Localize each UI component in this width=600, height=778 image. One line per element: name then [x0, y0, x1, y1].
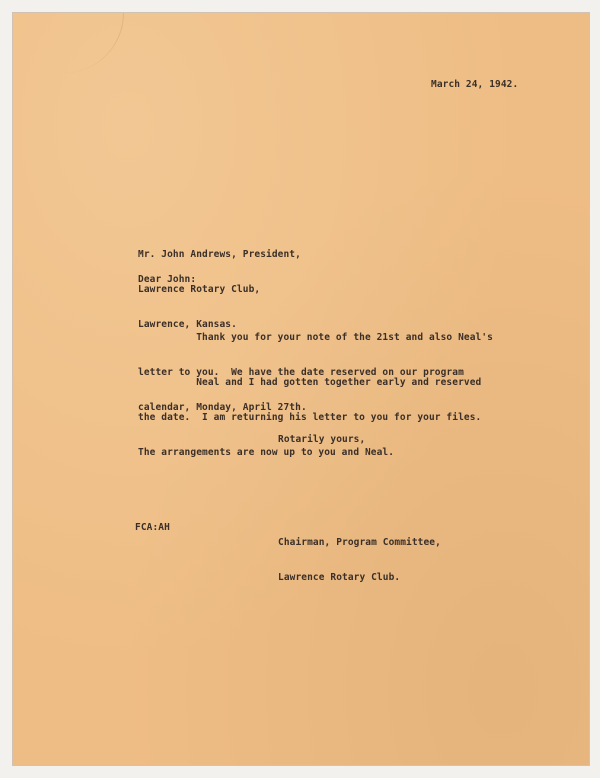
- recipient-organization-line: Lawrence Rotary Club,: [138, 283, 261, 295]
- signature-block: [278, 514, 441, 607]
- paragraph-1-line-3: calendar, Monday, April 27th.: [138, 401, 307, 413]
- paragraph-2-line-2: the date. I am returning his letter to you for your files.: [138, 411, 482, 423]
- paper-crease: [13, 13, 124, 73]
- recipient-name-line: Mr. John Andrews, President,: [138, 249, 301, 261]
- body-paragraph-2: [138, 354, 481, 482]
- paragraph-1-line-2: letter to you. We have the date reserved on our program: [138, 366, 464, 378]
- reference-initials: FCA:AH: [135, 522, 170, 533]
- recipient-city-line: Lawrence, Kansas.: [138, 318, 237, 330]
- signature-organization-line: Lawrence Rotary Club.: [278, 571, 401, 583]
- signature-title-line: Chairman, Program Committee,: [278, 537, 441, 549]
- closing: Rotarily yours,: [278, 434, 366, 445]
- paragraph-2-line-3: The arrangements are now up to you and Neal.: [138, 446, 395, 458]
- letter-paper: [13, 13, 589, 765]
- paragraph-2-line-1: Neal and I had gotten together early and reserved: [138, 377, 482, 389]
- letter-date: March 24, 1942.: [431, 79, 519, 90]
- salutation: Dear John:: [138, 274, 197, 285]
- paragraph-1-line-1: Thank you for your note of the 21st and also Neal's: [138, 332, 493, 344]
